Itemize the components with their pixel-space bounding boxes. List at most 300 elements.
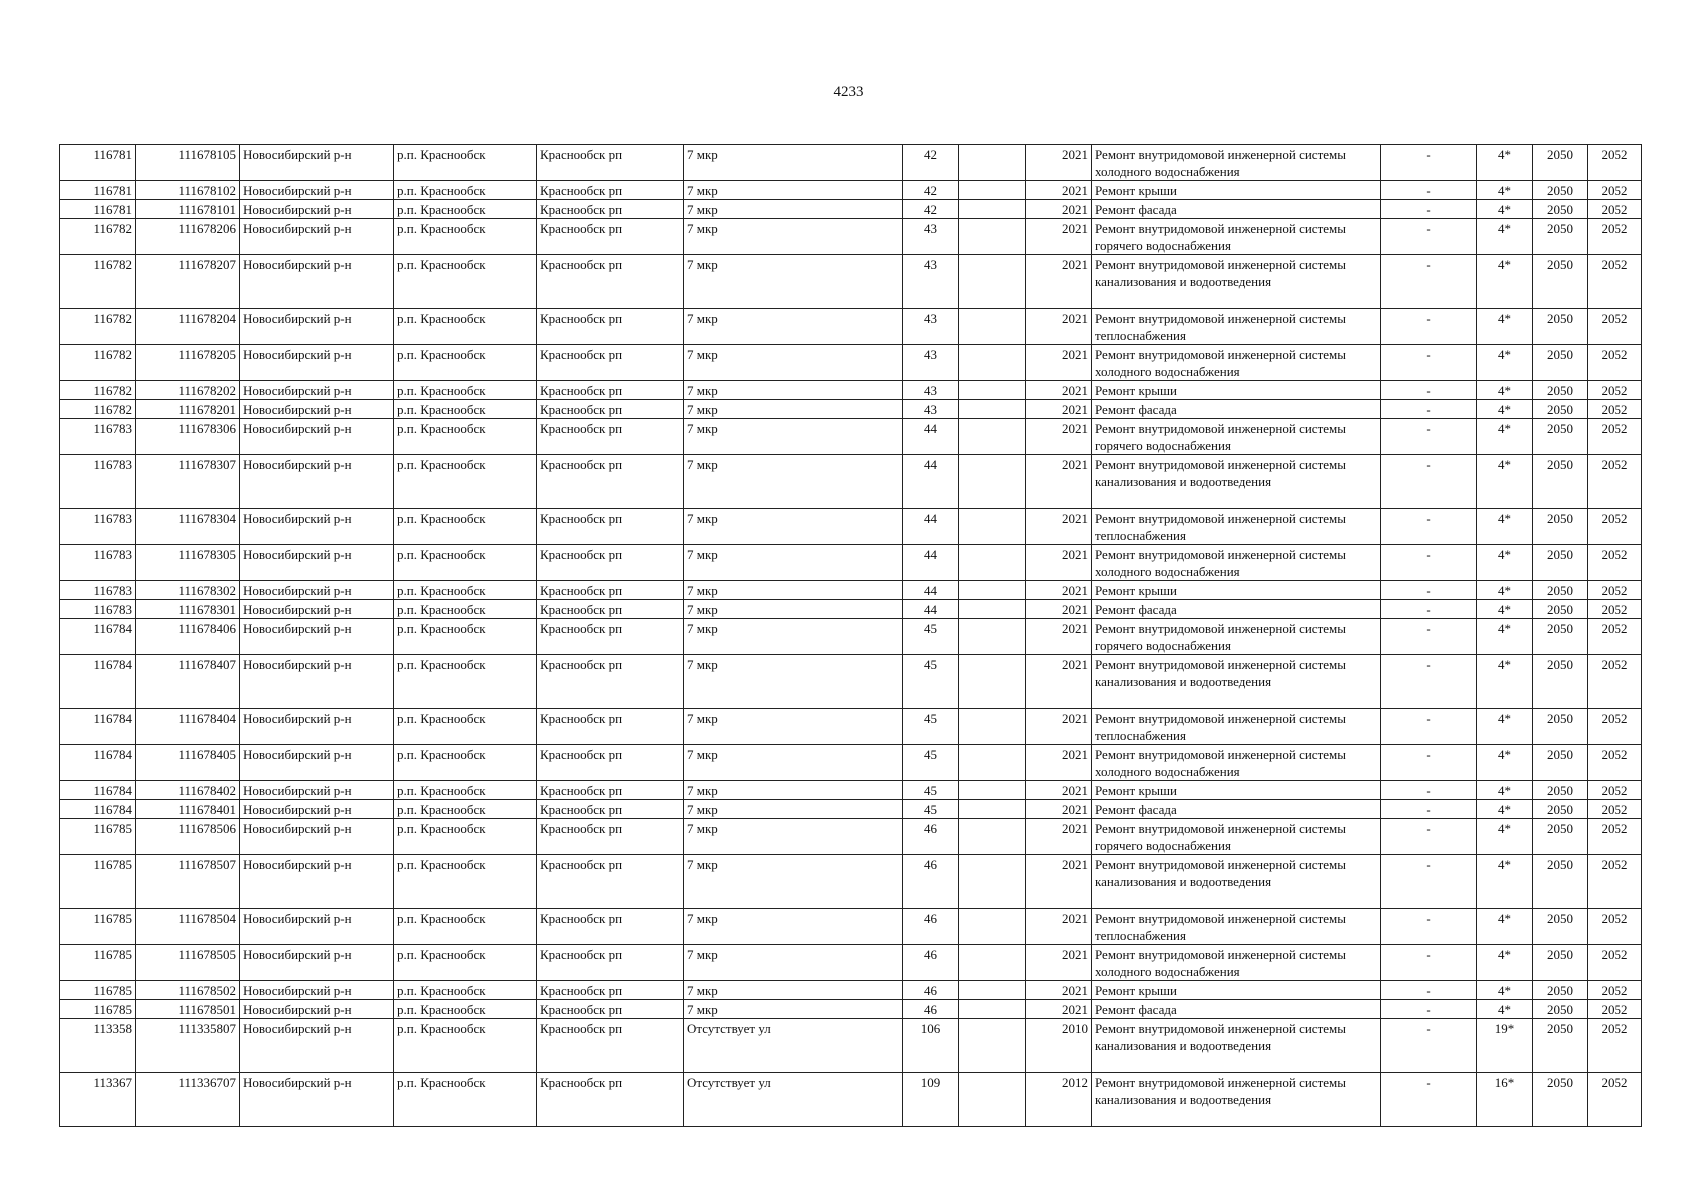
cell-period: 4* bbox=[1477, 545, 1533, 581]
cell-start-year: 2050 bbox=[1533, 545, 1588, 581]
cell-locality: Краснообск рп bbox=[537, 545, 684, 581]
cell-end-year: 2052 bbox=[1588, 1000, 1642, 1019]
cell-year: 2021 bbox=[1026, 145, 1092, 181]
cell-house-id: 116784 bbox=[60, 619, 136, 655]
cell-end-year: 2052 bbox=[1588, 1019, 1642, 1073]
cell-street: 7 мкр bbox=[684, 219, 903, 255]
cell-extra bbox=[959, 181, 1026, 200]
cell-locality: Краснообск рп bbox=[537, 819, 684, 855]
cell-year: 2021 bbox=[1026, 709, 1092, 745]
cell-year: 2021 bbox=[1026, 600, 1092, 619]
cell-period: 4* bbox=[1477, 619, 1533, 655]
cell-district: Новосибирский р-н bbox=[240, 545, 394, 581]
cell-work-code: 111678504 bbox=[136, 909, 240, 945]
cell-house-id: 116784 bbox=[60, 745, 136, 781]
cell-house-id: 116783 bbox=[60, 419, 136, 455]
cell-locality: Краснообск рп bbox=[537, 709, 684, 745]
cell-street: Отсутствует ул bbox=[684, 1073, 903, 1127]
repair-registry-table bbox=[59, 144, 1642, 1127]
cell-start-year: 2050 bbox=[1533, 709, 1588, 745]
cell-house-id: 116785 bbox=[60, 1000, 136, 1019]
cell-extra bbox=[959, 745, 1026, 781]
cell-work-type: Ремонт фасада bbox=[1092, 200, 1381, 219]
cell-year: 2021 bbox=[1026, 909, 1092, 945]
cell-dash: - bbox=[1381, 145, 1477, 181]
cell-work-code: 111678404 bbox=[136, 709, 240, 745]
cell-house-id: 116785 bbox=[60, 981, 136, 1000]
cell-work-type: Ремонт внутридомовой инженерной системы канализования и водоотведения bbox=[1092, 1019, 1381, 1073]
cell-house-id: 116785 bbox=[60, 855, 136, 909]
cell-street: 7 мкр bbox=[684, 745, 903, 781]
cell-settlement: р.п. Краснообск bbox=[394, 419, 537, 455]
cell-work-type: Ремонт внутридомовой инженерной системы холодного водоснабжения bbox=[1092, 545, 1381, 581]
cell-settlement: р.п. Краснообск bbox=[394, 345, 537, 381]
cell-end-year: 2052 bbox=[1588, 619, 1642, 655]
cell-house-number: 46 bbox=[903, 945, 959, 981]
cell-start-year: 2050 bbox=[1533, 619, 1588, 655]
cell-year: 2021 bbox=[1026, 181, 1092, 200]
cell-period: 4* bbox=[1477, 181, 1533, 200]
cell-work-type: Ремонт внутридомовой инженерной системы канализования и водоотведения bbox=[1092, 855, 1381, 909]
cell-start-year: 2050 bbox=[1533, 581, 1588, 600]
cell-house-number: 109 bbox=[903, 1073, 959, 1127]
cell-end-year: 2052 bbox=[1588, 855, 1642, 909]
cell-start-year: 2050 bbox=[1533, 1073, 1588, 1127]
cell-work-type: Ремонт фасада bbox=[1092, 1000, 1381, 1019]
cell-settlement: р.п. Краснообск bbox=[394, 1019, 537, 1073]
cell-locality: Краснообск рп bbox=[537, 255, 684, 309]
cell-locality: Краснообск рп bbox=[537, 981, 684, 1000]
cell-period: 4* bbox=[1477, 200, 1533, 219]
cell-extra bbox=[959, 1019, 1026, 1073]
cell-house-number: 43 bbox=[903, 219, 959, 255]
cell-period: 4* bbox=[1477, 219, 1533, 255]
cell-house-number: 44 bbox=[903, 545, 959, 581]
cell-street: 7 мкр bbox=[684, 200, 903, 219]
cell-work-type: Ремонт крыши bbox=[1092, 981, 1381, 1000]
cell-start-year: 2050 bbox=[1533, 855, 1588, 909]
cell-house-number: 44 bbox=[903, 581, 959, 600]
cell-period: 4* bbox=[1477, 145, 1533, 181]
cell-end-year: 2052 bbox=[1588, 200, 1642, 219]
cell-period: 4* bbox=[1477, 581, 1533, 600]
cell-locality: Краснообск рп bbox=[537, 655, 684, 709]
cell-end-year: 2052 bbox=[1588, 1073, 1642, 1127]
cell-district: Новосибирский р-н bbox=[240, 945, 394, 981]
cell-house-id: 116783 bbox=[60, 600, 136, 619]
cell-settlement: р.п. Краснообск bbox=[394, 400, 537, 419]
cell-year: 2021 bbox=[1026, 309, 1092, 345]
cell-district: Новосибирский р-н bbox=[240, 219, 394, 255]
cell-start-year: 2050 bbox=[1533, 781, 1588, 800]
cell-settlement: р.п. Краснообск bbox=[394, 255, 537, 309]
cell-dash: - bbox=[1381, 619, 1477, 655]
cell-dash: - bbox=[1381, 200, 1477, 219]
cell-period: 4* bbox=[1477, 1000, 1533, 1019]
cell-end-year: 2052 bbox=[1588, 545, 1642, 581]
cell-end-year: 2052 bbox=[1588, 709, 1642, 745]
page-number: 4233 bbox=[833, 84, 864, 100]
cell-start-year: 2050 bbox=[1533, 981, 1588, 1000]
cell-end-year: 2052 bbox=[1588, 255, 1642, 309]
table-row bbox=[60, 181, 1642, 200]
cell-locality: Краснообск рп bbox=[537, 1019, 684, 1073]
cell-work-code: 111678501 bbox=[136, 1000, 240, 1019]
cell-period: 4* bbox=[1477, 945, 1533, 981]
cell-locality: Краснообск рп bbox=[537, 909, 684, 945]
cell-district: Новосибирский р-н bbox=[240, 381, 394, 400]
cell-dash: - bbox=[1381, 545, 1477, 581]
cell-year: 2021 bbox=[1026, 455, 1092, 509]
cell-period: 4* bbox=[1477, 419, 1533, 455]
cell-work-type: Ремонт внутридомовой инженерной системы горячего водоснабжения bbox=[1092, 619, 1381, 655]
cell-work-code: 111678101 bbox=[136, 200, 240, 219]
cell-settlement: р.п. Краснообск bbox=[394, 781, 537, 800]
table-row bbox=[60, 745, 1642, 781]
cell-house-id: 116782 bbox=[60, 381, 136, 400]
cell-district: Новосибирский р-н bbox=[240, 909, 394, 945]
cell-street: 7 мкр bbox=[684, 945, 903, 981]
cell-start-year: 2050 bbox=[1533, 655, 1588, 709]
table-row bbox=[60, 219, 1642, 255]
cell-dash: - bbox=[1381, 709, 1477, 745]
cell-work-type: Ремонт внутридомовой инженерной системы холодного водоснабжения bbox=[1092, 345, 1381, 381]
cell-district: Новосибирский р-н bbox=[240, 419, 394, 455]
cell-house-number: 46 bbox=[903, 855, 959, 909]
table-row bbox=[60, 1073, 1642, 1127]
cell-locality: Краснообск рп bbox=[537, 309, 684, 345]
cell-end-year: 2052 bbox=[1588, 381, 1642, 400]
cell-district: Новосибирский р-н bbox=[240, 181, 394, 200]
cell-house-number: 106 bbox=[903, 1019, 959, 1073]
cell-house-id: 116782 bbox=[60, 400, 136, 419]
cell-district: Новосибирский р-н bbox=[240, 581, 394, 600]
cell-locality: Краснообск рп bbox=[537, 509, 684, 545]
cell-district: Новосибирский р-н bbox=[240, 255, 394, 309]
cell-street: 7 мкр bbox=[684, 909, 903, 945]
cell-work-code: 111678204 bbox=[136, 309, 240, 345]
cell-extra bbox=[959, 619, 1026, 655]
cell-year: 2021 bbox=[1026, 581, 1092, 600]
cell-dash: - bbox=[1381, 419, 1477, 455]
cell-extra bbox=[959, 400, 1026, 419]
cell-street: 7 мкр bbox=[684, 581, 903, 600]
cell-locality: Краснообск рп bbox=[537, 455, 684, 509]
cell-start-year: 2050 bbox=[1533, 200, 1588, 219]
cell-start-year: 2050 bbox=[1533, 345, 1588, 381]
cell-street: 7 мкр bbox=[684, 255, 903, 309]
cell-extra bbox=[959, 655, 1026, 709]
cell-extra bbox=[959, 981, 1026, 1000]
cell-street: Отсутствует ул bbox=[684, 1019, 903, 1073]
cell-house-id: 116784 bbox=[60, 655, 136, 709]
cell-start-year: 2050 bbox=[1533, 145, 1588, 181]
cell-year: 2021 bbox=[1026, 219, 1092, 255]
cell-house-number: 44 bbox=[903, 419, 959, 455]
cell-end-year: 2052 bbox=[1588, 745, 1642, 781]
cell-locality: Краснообск рп bbox=[537, 781, 684, 800]
cell-end-year: 2052 bbox=[1588, 419, 1642, 455]
cell-district: Новосибирский р-н bbox=[240, 145, 394, 181]
cell-locality: Краснообск рп bbox=[537, 945, 684, 981]
cell-extra bbox=[959, 309, 1026, 345]
cell-year: 2021 bbox=[1026, 745, 1092, 781]
cell-house-number: 43 bbox=[903, 400, 959, 419]
cell-street: 7 мкр bbox=[684, 981, 903, 1000]
cell-settlement: р.п. Краснообск bbox=[394, 181, 537, 200]
cell-year: 2021 bbox=[1026, 345, 1092, 381]
cell-start-year: 2050 bbox=[1533, 945, 1588, 981]
cell-end-year: 2052 bbox=[1588, 945, 1642, 981]
cell-period: 4* bbox=[1477, 381, 1533, 400]
cell-end-year: 2052 bbox=[1588, 800, 1642, 819]
cell-year: 2021 bbox=[1026, 619, 1092, 655]
cell-period: 4* bbox=[1477, 309, 1533, 345]
cell-period: 4* bbox=[1477, 345, 1533, 381]
cell-work-code: 111678406 bbox=[136, 619, 240, 655]
cell-street: 7 мкр bbox=[684, 400, 903, 419]
cell-work-code: 111678105 bbox=[136, 145, 240, 181]
cell-house-id: 116785 bbox=[60, 909, 136, 945]
table-row bbox=[60, 981, 1642, 1000]
cell-dash: - bbox=[1381, 800, 1477, 819]
cell-work-code: 111678301 bbox=[136, 600, 240, 619]
cell-house-id: 116781 bbox=[60, 145, 136, 181]
cell-period: 4* bbox=[1477, 655, 1533, 709]
cell-end-year: 2052 bbox=[1588, 909, 1642, 945]
cell-settlement: р.п. Краснообск bbox=[394, 981, 537, 1000]
cell-street: 7 мкр bbox=[684, 509, 903, 545]
cell-dash: - bbox=[1381, 400, 1477, 419]
cell-settlement: р.п. Краснообск bbox=[394, 855, 537, 909]
cell-street: 7 мкр bbox=[684, 600, 903, 619]
cell-extra bbox=[959, 419, 1026, 455]
cell-house-number: 43 bbox=[903, 309, 959, 345]
cell-work-type: Ремонт фасада bbox=[1092, 600, 1381, 619]
cell-settlement: р.п. Краснообск bbox=[394, 145, 537, 181]
cell-extra bbox=[959, 600, 1026, 619]
cell-district: Новосибирский р-н bbox=[240, 709, 394, 745]
cell-settlement: р.п. Краснообск bbox=[394, 581, 537, 600]
cell-year: 2021 bbox=[1026, 400, 1092, 419]
registry-body bbox=[60, 145, 1642, 1127]
cell-settlement: р.п. Краснообск bbox=[394, 745, 537, 781]
cell-work-type: Ремонт внутридомовой инженерной системы холодного водоснабжения bbox=[1092, 945, 1381, 981]
cell-dash: - bbox=[1381, 781, 1477, 800]
cell-house-id: 116785 bbox=[60, 819, 136, 855]
cell-street: 7 мкр bbox=[684, 855, 903, 909]
cell-work-type: Ремонт внутридомовой инженерной системы теплоснабжения bbox=[1092, 709, 1381, 745]
cell-extra bbox=[959, 145, 1026, 181]
cell-start-year: 2050 bbox=[1533, 255, 1588, 309]
cell-dash: - bbox=[1381, 819, 1477, 855]
cell-dash: - bbox=[1381, 945, 1477, 981]
cell-district: Новосибирский р-н bbox=[240, 745, 394, 781]
table-row bbox=[60, 581, 1642, 600]
cell-locality: Краснообск рп bbox=[537, 145, 684, 181]
cell-dash: - bbox=[1381, 655, 1477, 709]
cell-settlement: р.п. Краснообск bbox=[394, 200, 537, 219]
cell-extra bbox=[959, 509, 1026, 545]
cell-work-type: Ремонт крыши bbox=[1092, 181, 1381, 200]
cell-end-year: 2052 bbox=[1588, 309, 1642, 345]
cell-dash: - bbox=[1381, 581, 1477, 600]
cell-end-year: 2052 bbox=[1588, 400, 1642, 419]
cell-year: 2021 bbox=[1026, 945, 1092, 981]
cell-house-id: 116783 bbox=[60, 455, 136, 509]
table-row bbox=[60, 945, 1642, 981]
cell-locality: Краснообск рп bbox=[537, 619, 684, 655]
cell-house-id: 116781 bbox=[60, 181, 136, 200]
cell-house-id: 116784 bbox=[60, 781, 136, 800]
cell-extra bbox=[959, 1073, 1026, 1127]
cell-year: 2021 bbox=[1026, 509, 1092, 545]
cell-dash: - bbox=[1381, 1000, 1477, 1019]
cell-settlement: р.п. Краснообск bbox=[394, 655, 537, 709]
table-row bbox=[60, 781, 1642, 800]
cell-period: 4* bbox=[1477, 909, 1533, 945]
cell-district: Новосибирский р-н bbox=[240, 800, 394, 819]
table-row bbox=[60, 345, 1642, 381]
cell-dash: - bbox=[1381, 219, 1477, 255]
cell-locality: Краснообск рп bbox=[537, 400, 684, 419]
cell-period: 4* bbox=[1477, 709, 1533, 745]
cell-locality: Краснообск рп bbox=[537, 345, 684, 381]
table-row bbox=[60, 855, 1642, 909]
cell-work-type: Ремонт внутридомовой инженерной системы теплоснабжения bbox=[1092, 309, 1381, 345]
cell-extra bbox=[959, 455, 1026, 509]
cell-locality: Краснообск рп bbox=[537, 419, 684, 455]
cell-street: 7 мкр bbox=[684, 381, 903, 400]
cell-work-code: 111678507 bbox=[136, 855, 240, 909]
cell-house-number: 43 bbox=[903, 381, 959, 400]
cell-house-number: 45 bbox=[903, 745, 959, 781]
table-row bbox=[60, 655, 1642, 709]
cell-start-year: 2050 bbox=[1533, 1019, 1588, 1073]
cell-street: 7 мкр bbox=[684, 800, 903, 819]
cell-year: 2021 bbox=[1026, 200, 1092, 219]
table-row bbox=[60, 509, 1642, 545]
cell-house-number: 42 bbox=[903, 200, 959, 219]
cell-work-type: Ремонт фасада bbox=[1092, 400, 1381, 419]
cell-district: Новосибирский р-н bbox=[240, 200, 394, 219]
table-row bbox=[60, 400, 1642, 419]
cell-work-code: 111678402 bbox=[136, 781, 240, 800]
cell-work-code: 111336707 bbox=[136, 1073, 240, 1127]
cell-locality: Краснообск рп bbox=[537, 745, 684, 781]
cell-extra bbox=[959, 1000, 1026, 1019]
cell-period: 4* bbox=[1477, 255, 1533, 309]
cell-house-number: 42 bbox=[903, 181, 959, 200]
cell-period: 4* bbox=[1477, 745, 1533, 781]
cell-locality: Краснообск рп bbox=[537, 181, 684, 200]
cell-extra bbox=[959, 819, 1026, 855]
cell-house-id: 116782 bbox=[60, 345, 136, 381]
cell-locality: Краснообск рп bbox=[537, 381, 684, 400]
cell-district: Новосибирский р-н bbox=[240, 1019, 394, 1073]
cell-period: 4* bbox=[1477, 600, 1533, 619]
cell-start-year: 2050 bbox=[1533, 381, 1588, 400]
cell-settlement: р.п. Краснообск bbox=[394, 600, 537, 619]
table-row bbox=[60, 1000, 1642, 1019]
table-row bbox=[60, 419, 1642, 455]
cell-work-type: Ремонт внутридомовой инженерной системы горячего водоснабжения bbox=[1092, 819, 1381, 855]
cell-period: 4* bbox=[1477, 981, 1533, 1000]
cell-work-code: 111678206 bbox=[136, 219, 240, 255]
cell-work-code: 111678304 bbox=[136, 509, 240, 545]
cell-house-id: 116782 bbox=[60, 309, 136, 345]
cell-work-code: 111678102 bbox=[136, 181, 240, 200]
cell-start-year: 2050 bbox=[1533, 600, 1588, 619]
cell-house-number: 45 bbox=[903, 781, 959, 800]
cell-work-type: Ремонт внутридомовой инженерной системы теплоснабжения bbox=[1092, 509, 1381, 545]
cell-house-id: 116785 bbox=[60, 945, 136, 981]
cell-start-year: 2050 bbox=[1533, 309, 1588, 345]
table-row bbox=[60, 545, 1642, 581]
cell-house-id: 116784 bbox=[60, 800, 136, 819]
cell-locality: Краснообск рп bbox=[537, 800, 684, 819]
cell-extra bbox=[959, 855, 1026, 909]
cell-settlement: р.п. Краснообск bbox=[394, 1073, 537, 1127]
cell-house-id: 116783 bbox=[60, 581, 136, 600]
cell-year: 2021 bbox=[1026, 819, 1092, 855]
cell-extra bbox=[959, 800, 1026, 819]
cell-work-code: 111678201 bbox=[136, 400, 240, 419]
cell-work-code: 111678306 bbox=[136, 419, 240, 455]
cell-house-number: 46 bbox=[903, 981, 959, 1000]
cell-end-year: 2052 bbox=[1588, 345, 1642, 381]
cell-end-year: 2052 bbox=[1588, 781, 1642, 800]
cell-start-year: 2050 bbox=[1533, 455, 1588, 509]
cell-extra bbox=[959, 945, 1026, 981]
cell-settlement: р.п. Краснообск bbox=[394, 800, 537, 819]
cell-dash: - bbox=[1381, 455, 1477, 509]
table-row bbox=[60, 800, 1642, 819]
cell-district: Новосибирский р-н bbox=[240, 819, 394, 855]
cell-year: 2021 bbox=[1026, 1000, 1092, 1019]
cell-house-number: 45 bbox=[903, 619, 959, 655]
cell-work-code: 111335807 bbox=[136, 1019, 240, 1073]
cell-end-year: 2052 bbox=[1588, 981, 1642, 1000]
cell-settlement: р.п. Краснообск bbox=[394, 219, 537, 255]
cell-dash: - bbox=[1381, 981, 1477, 1000]
cell-house-number: 44 bbox=[903, 600, 959, 619]
cell-extra bbox=[959, 345, 1026, 381]
cell-work-code: 111678502 bbox=[136, 981, 240, 1000]
cell-year: 2021 bbox=[1026, 419, 1092, 455]
cell-street: 7 мкр bbox=[684, 781, 903, 800]
table-row bbox=[60, 619, 1642, 655]
cell-start-year: 2050 bbox=[1533, 181, 1588, 200]
cell-house-number: 45 bbox=[903, 800, 959, 819]
cell-locality: Краснообск рп bbox=[537, 1073, 684, 1127]
cell-locality: Краснообск рп bbox=[537, 855, 684, 909]
cell-settlement: р.п. Краснообск bbox=[394, 545, 537, 581]
cell-end-year: 2052 bbox=[1588, 600, 1642, 619]
cell-street: 7 мкр bbox=[684, 309, 903, 345]
cell-dash: - bbox=[1381, 381, 1477, 400]
cell-district: Новосибирский р-н bbox=[240, 655, 394, 709]
cell-start-year: 2050 bbox=[1533, 219, 1588, 255]
cell-street: 7 мкр bbox=[684, 419, 903, 455]
cell-work-type: Ремонт внутридомовой инженерной системы канализования и водоотведения bbox=[1092, 1073, 1381, 1127]
cell-district: Новосибирский р-н bbox=[240, 400, 394, 419]
cell-year: 2021 bbox=[1026, 255, 1092, 309]
cell-district: Новосибирский р-н bbox=[240, 309, 394, 345]
cell-start-year: 2050 bbox=[1533, 509, 1588, 545]
cell-period: 16* bbox=[1477, 1073, 1533, 1127]
cell-year: 2021 bbox=[1026, 545, 1092, 581]
